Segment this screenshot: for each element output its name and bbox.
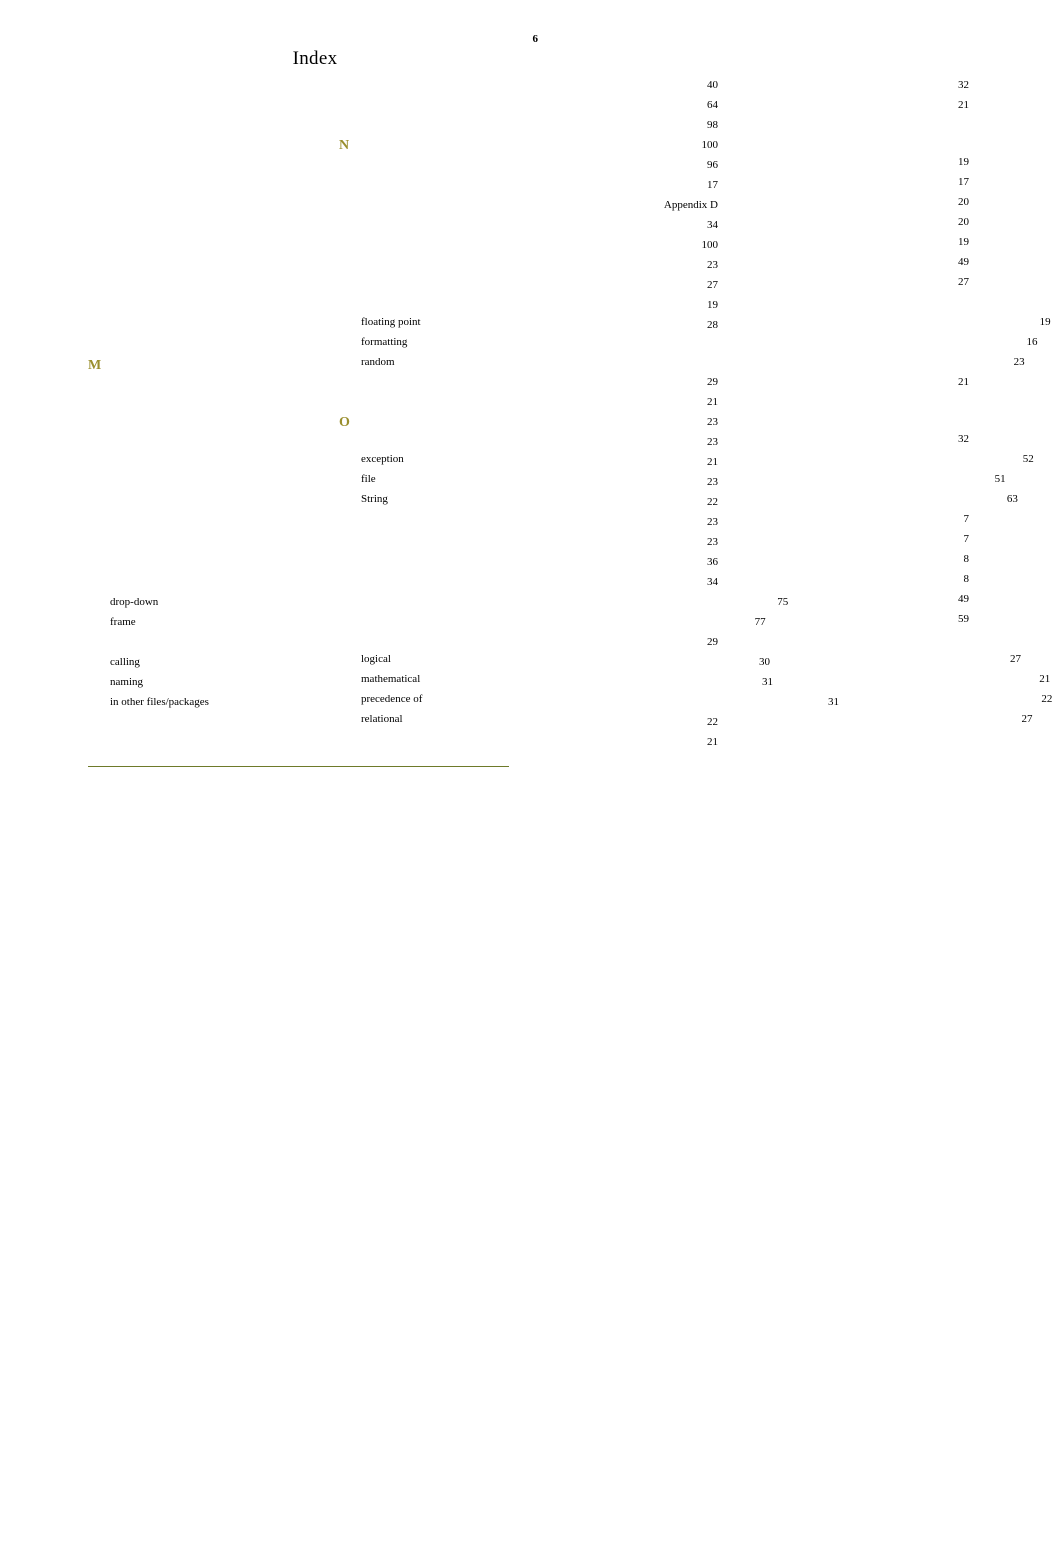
index-entry-page: 23 bbox=[707, 476, 718, 488]
index-entry-page: 51 bbox=[994, 473, 1006, 485]
index-entry bbox=[88, 199, 718, 220]
index-entry-label: relational bbox=[361, 713, 403, 725]
index-entry-page: 59 bbox=[958, 613, 969, 625]
index-entry-label: mathematical bbox=[361, 673, 421, 685]
index-entry-page: 27 bbox=[1009, 653, 1021, 665]
index-entry-page: Appendix D bbox=[663, 199, 718, 211]
index-entry-page: 19 bbox=[958, 156, 969, 168]
index-entry-page: 27 bbox=[958, 276, 969, 288]
index-entry bbox=[88, 516, 718, 537]
index-entry bbox=[88, 376, 718, 397]
index-entry bbox=[88, 576, 718, 597]
index-entry-page: 23 bbox=[707, 416, 718, 428]
index-entry-label: logical bbox=[361, 653, 391, 665]
index-entry bbox=[88, 536, 718, 557]
index-entry-page: 17 bbox=[707, 179, 718, 191]
index-entry bbox=[339, 297, 544, 317]
index-entry-page: 49 bbox=[958, 256, 969, 268]
index-entry-page: 32 bbox=[958, 79, 969, 91]
index-section-letter: O bbox=[339, 415, 350, 430]
index-entry-page: 7 bbox=[963, 533, 969, 545]
index-entry-label: in other files/packages bbox=[110, 696, 209, 708]
index-entry bbox=[88, 159, 718, 180]
index-entry bbox=[88, 279, 718, 300]
index-entry bbox=[88, 179, 718, 200]
index-entry bbox=[88, 119, 718, 140]
index-entry-page: 31 bbox=[762, 676, 773, 688]
index-entry-page: 7 bbox=[963, 513, 969, 525]
page-title: Index bbox=[292, 48, 338, 69]
index-entry-page: 98 bbox=[707, 119, 718, 131]
index-entry-label: naming bbox=[110, 676, 143, 688]
index-entry-page: 21 bbox=[958, 99, 969, 111]
index-entry-page: 16 bbox=[1026, 336, 1038, 348]
index-entry-label: exception bbox=[361, 453, 404, 465]
index-entry-label: drop-down bbox=[110, 596, 159, 608]
index-entry bbox=[88, 79, 718, 100]
index-columns bbox=[88, 79, 1052, 757]
index-entry-page: 21 bbox=[707, 736, 718, 748]
index-entry-page: 100 bbox=[701, 139, 718, 151]
index-entry-page: 34 bbox=[707, 219, 718, 231]
index-entry-page: 21 bbox=[1039, 673, 1051, 685]
index-entry-page: 23 bbox=[1013, 356, 1025, 368]
index-entry-page: 22 bbox=[707, 716, 718, 728]
index-entry-page: 27 bbox=[1021, 713, 1033, 725]
index-entry-page: 34 bbox=[707, 576, 718, 588]
index-entry-page: 36 bbox=[707, 556, 718, 568]
index-entry-label: formatting bbox=[361, 336, 408, 348]
index-entry-page: 19 bbox=[958, 236, 969, 248]
index-entry-page: 52 bbox=[1022, 453, 1034, 465]
index-entry-page: 23 bbox=[707, 536, 718, 548]
index-section-letter: N bbox=[339, 138, 350, 153]
index-entry-page: 63 bbox=[1006, 493, 1018, 505]
index-entry bbox=[88, 219, 718, 240]
index-entry-page: 75 bbox=[777, 596, 789, 608]
index-entry bbox=[88, 259, 718, 280]
page-number: 6 bbox=[532, 33, 538, 45]
index-entry bbox=[88, 436, 718, 457]
index-entry-label: String bbox=[361, 493, 388, 505]
index-entry-page: 21 bbox=[707, 396, 718, 408]
index-entry-page: 29 bbox=[707, 376, 718, 388]
index-entry bbox=[88, 416, 718, 437]
index-entry-page: 23 bbox=[707, 436, 718, 448]
index-entry-page: 19 bbox=[1039, 316, 1051, 328]
index-entry-page: 23 bbox=[707, 516, 718, 528]
index-entry-page: 8 bbox=[963, 553, 969, 565]
index-entry-label: random bbox=[361, 356, 395, 368]
index-entry bbox=[88, 299, 718, 320]
index-entry-page: 19 bbox=[707, 299, 718, 311]
index-entry-page: 96 bbox=[707, 159, 718, 171]
index-entry-page: 64 bbox=[707, 99, 718, 111]
index-entry-page: 22 bbox=[1041, 693, 1052, 705]
index-entry-page: 77 bbox=[754, 616, 766, 628]
index-entry-page: 29 bbox=[707, 636, 718, 648]
index-section-letter: M bbox=[88, 358, 102, 373]
index-entry bbox=[88, 556, 718, 577]
index-entry-page: 22 bbox=[707, 496, 718, 508]
index-entry-label: frame bbox=[110, 616, 136, 628]
index-entry bbox=[88, 736, 718, 757]
index-entry bbox=[88, 139, 718, 160]
index-entry-page: 31 bbox=[827, 696, 839, 708]
index-entry bbox=[339, 634, 544, 654]
index-entry bbox=[88, 239, 718, 260]
footer-rule bbox=[88, 766, 509, 767]
index-entry-page: 21 bbox=[958, 376, 969, 388]
index-entry-page: 23 bbox=[707, 259, 718, 271]
index-entry bbox=[88, 99, 718, 120]
index-entry bbox=[88, 396, 718, 417]
index-entry-page: 30 bbox=[758, 656, 770, 668]
index-entry-label: precedence of bbox=[361, 693, 423, 705]
index-entry bbox=[339, 276, 969, 297]
index-entry-label: file bbox=[361, 473, 376, 485]
index-entry-page: 20 bbox=[958, 216, 969, 228]
index-entry-page: 8 bbox=[963, 573, 969, 585]
index-entry-page: 21 bbox=[707, 456, 718, 468]
index-entry-page: 49 bbox=[958, 593, 969, 605]
index-entry-page: 28 bbox=[707, 319, 718, 331]
index-entry-page: 27 bbox=[707, 279, 718, 291]
index-entry bbox=[88, 636, 718, 657]
index-entry-page: 20 bbox=[958, 196, 969, 208]
index-entry-page: 17 bbox=[958, 176, 969, 188]
index-entry-label: floating point bbox=[361, 316, 421, 328]
index-entry-page: 100 bbox=[701, 239, 718, 251]
index-entry-page: 40 bbox=[707, 79, 718, 91]
index-entry-label: calling bbox=[110, 656, 140, 668]
index-entry bbox=[339, 176, 969, 197]
index-entry-page: 32 bbox=[958, 433, 969, 445]
